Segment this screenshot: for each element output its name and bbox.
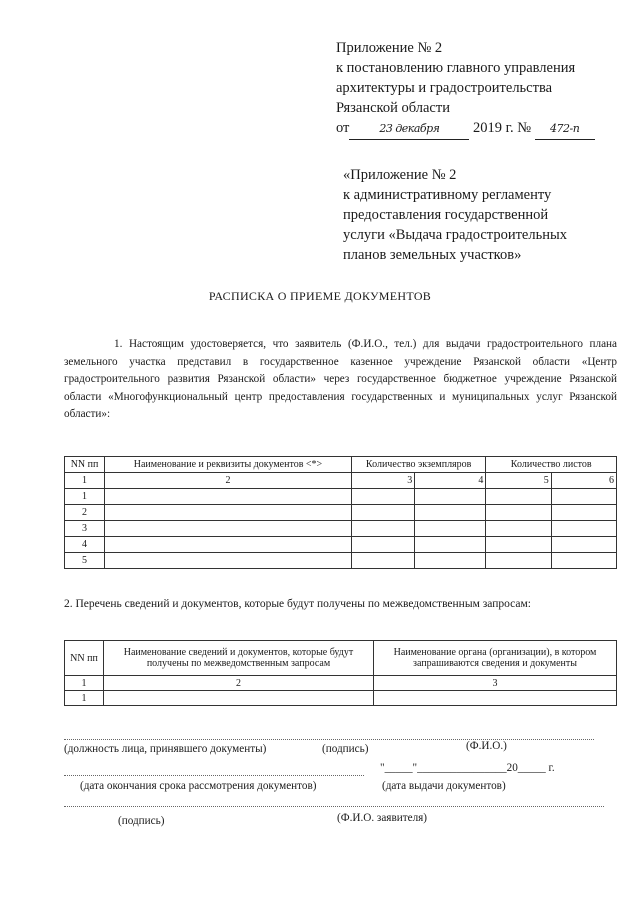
approval-header: [336, 38, 595, 140]
applicant-sign-line: [64, 806, 604, 807]
table-number-row: 1 2 3 4 5 6: [65, 473, 617, 489]
position-label: (должность лица, принявшего документы): [64, 743, 267, 755]
deadline-label: (дата окончания срока рассмотрения документов): [80, 780, 317, 792]
annex-header: [343, 165, 567, 265]
table-row: 3: [65, 521, 617, 537]
deadline-line: [64, 775, 364, 776]
annex-line: «Приложение № 2: [343, 167, 457, 183]
annex-line: услуги «Выдача градостроительных: [343, 227, 567, 243]
annex-line: предоставления государственной: [343, 207, 549, 223]
header-date-line: от 23 декабря 2019 г. № 472-п: [336, 118, 595, 140]
table-header-row: [65, 457, 617, 473]
signature-line: [64, 739, 594, 740]
col-header-number: NN пп: [65, 457, 105, 473]
table-header-row: [65, 641, 617, 676]
issue-date-label: (дата выдачи документов): [382, 780, 506, 792]
date-line: "_____"________________20_____ г.: [380, 762, 555, 774]
sign2-label: (подпись): [118, 815, 165, 827]
table-row: 5: [65, 553, 617, 569]
paragraph-1: 1. Настоящим удостоверяется, что заявитель (Ф.И.О., тел.) для выдачи градостроительного плана земельного участка представил в государственное казенное учреждение Рязанской области «Центр градостроительного развития Рязанской области» через государственное бюджетное учреждение Рязанской области «Многофункциональный центр предоставления государственных и муниципальных услуг Рязанской области»:: [64, 338, 617, 421]
header-line: Приложение № 2: [336, 40, 443, 56]
col-header-info: Наименование сведений и документов, которые будут получены по межведомственным запросам: [104, 641, 374, 676]
handwritten-date: 23 декабря: [349, 119, 469, 140]
col-header-copies: Количество экземпляров: [351, 457, 486, 473]
interagency-table: [64, 640, 617, 706]
table-row: 1: [65, 691, 617, 706]
col-header-organ: Наименование органа (организации), в котором запрашиваются сведения и документы: [374, 641, 617, 676]
documents-table: [64, 456, 617, 569]
header-line: Рязанской области: [336, 100, 450, 116]
header-line: к постановлению главного управления: [336, 60, 576, 76]
fio-label: (Ф.И.О.): [466, 740, 507, 752]
document-title: РАСПИСКА О ПРИЕМЕ ДОКУМЕНТОВ: [208, 289, 432, 303]
header-line: архитектуры и градостроительства: [336, 80, 553, 96]
section-2-heading: 2. Перечень сведений и документов, которые будут получены по межведомственным запросам:: [64, 598, 531, 610]
annex-line: к административному регламенту: [343, 187, 552, 203]
col-header-sheets: Количество листов: [486, 457, 617, 473]
table-row: 4: [65, 537, 617, 553]
handwritten-number: 472-п: [535, 119, 595, 140]
annex-line: планов земельных участков»: [343, 247, 522, 263]
col-header-docs: Наименование и реквизиты документов <*>: [105, 457, 352, 473]
table-number-row: 1 2 3: [65, 676, 617, 691]
sign-label: (подпись): [322, 743, 369, 755]
col-header-number: NN пп: [65, 641, 104, 676]
table-row: 1: [65, 489, 617, 505]
table-row: 2: [65, 505, 617, 521]
fio-applicant-label: (Ф.И.О. заявителя): [337, 812, 428, 824]
